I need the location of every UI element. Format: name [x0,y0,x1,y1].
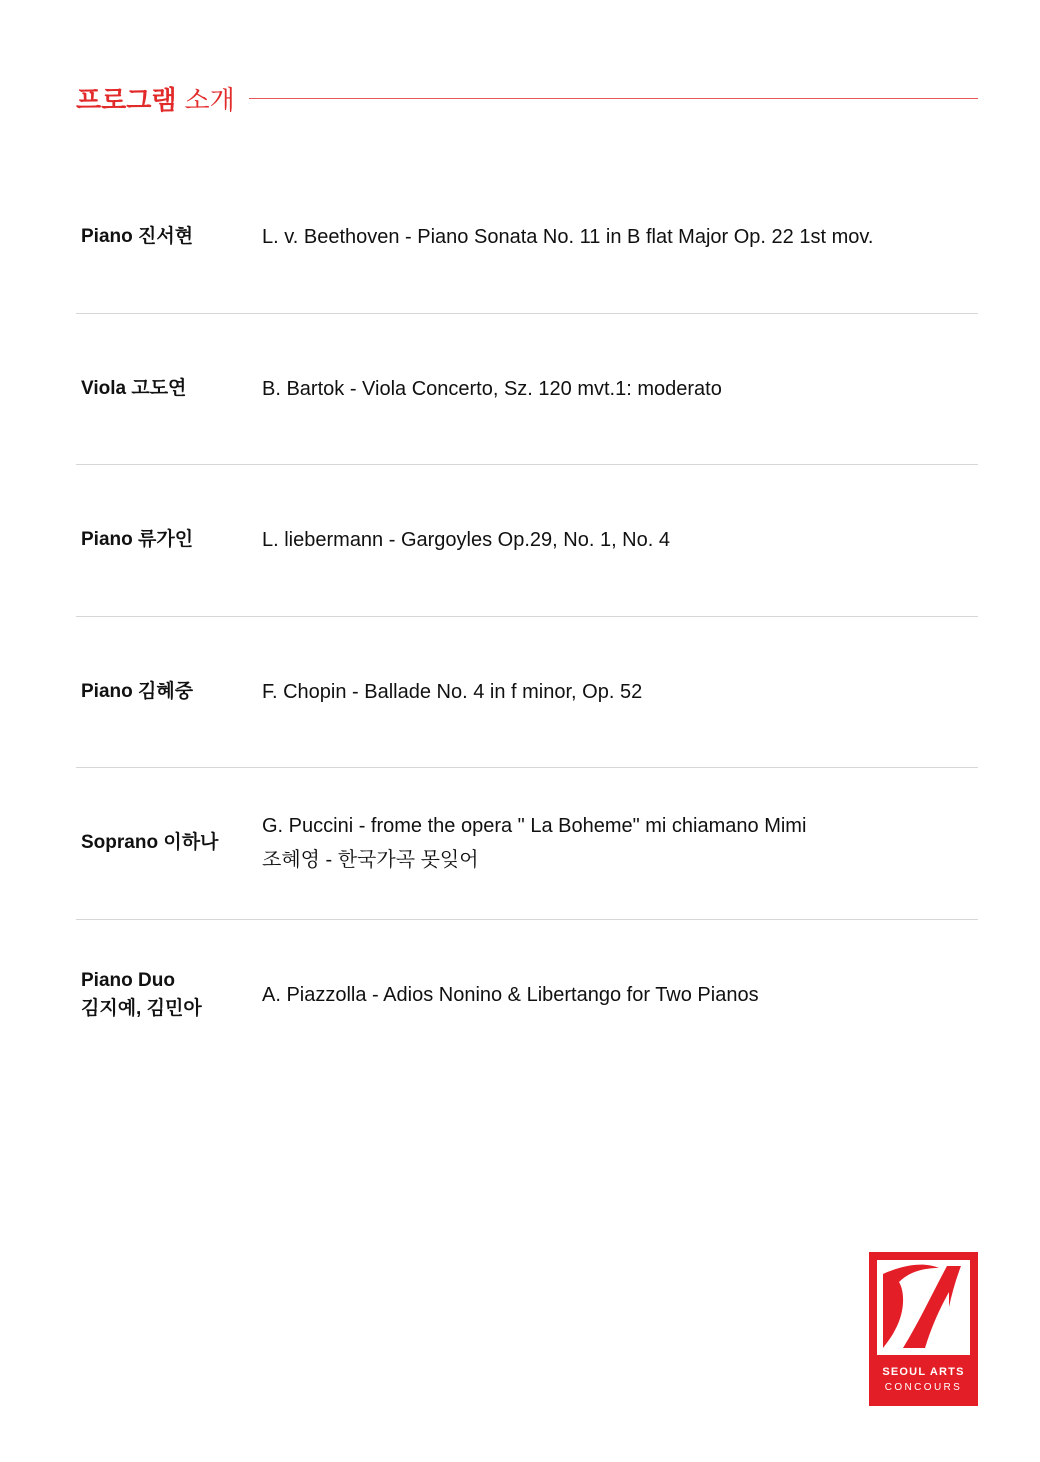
performer [76,678,262,706]
performer-line: Piano Duo [81,970,175,992]
piece: L. v. Beethoven - Piano Sonata No. 11 in B flat Major Op. 22 1st mov. [262,226,874,249]
performer [76,375,262,403]
repertoire [262,675,978,709]
repertoire [262,978,978,1012]
piece: F. Chopin - Ballade No. 4 in f minor, Op. 52 [262,680,643,703]
section-title-bold: 프로그램 [76,84,177,115]
repertoire [262,809,978,877]
performer [76,829,262,857]
program-row [76,768,978,920]
performer [76,223,262,251]
piece: 조혜영 - 한국가곡 못잊어 [262,849,479,872]
performer-line: Piano 류가인 [81,529,194,551]
logo-text-line-2: CONCOURS [884,1382,963,1393]
performer [76,526,262,554]
header-divider [249,98,978,99]
repertoire [262,523,978,557]
repertoire [262,372,978,406]
program-row [76,920,978,1072]
repertoire [262,220,978,254]
performer-line: Viola 고도연 [81,377,187,399]
program-list [76,162,978,1071]
performer [76,967,262,1023]
piece: A. Piazzolla - Adios Nonino & Libertango for Two Pianos [262,984,759,1007]
performer-line: 김지예, 김민아 [81,998,202,1020]
program-row [76,314,978,466]
performer-line: Piano 진서현 [81,226,194,248]
section-title-light: 소개 [184,84,235,115]
piece: B. Bartok - Viola Concerto, Sz. 120 mvt.1: moderato [262,377,722,400]
program-row [76,617,978,769]
piece: G. Puccini - frome the opera " La Boheme" mi chiamano Mimi [262,815,807,838]
piece: L. liebermann - Gargoyles Op.29, No. 1, No. 4 [262,529,670,552]
program-row [76,465,978,617]
logo-text-line-1: SEOUL ARTS [882,1366,965,1378]
performer-line: Piano 김혜중 [81,680,194,702]
seoul-arts-concours-logo [869,1252,978,1406]
program-row [76,162,978,314]
performer-line: Soprano 이하나 [81,832,219,854]
section-header [76,78,978,118]
